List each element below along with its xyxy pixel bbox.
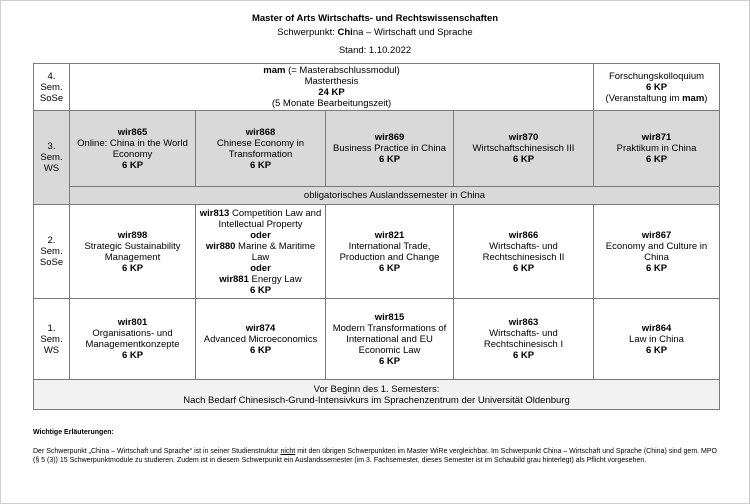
- row-abroad: [34, 187, 720, 205]
- module-cell: wir868 Chinese Economy in Transformation 6 KP: [196, 111, 326, 187]
- module-cell: wir865 Online: China in the World Economy 6 KP: [70, 111, 196, 187]
- module-cell: wir874 Advanced Microeconomics 6 KP: [196, 299, 326, 380]
- masterthesis-cell: mam (= Masterabschlussmodul) Masterthesis 24 KP (5 Monate Bearbeitungszeit): [70, 64, 594, 111]
- module-kp: 6 KP: [645, 81, 668, 93]
- row-semester-4: [34, 64, 720, 111]
- row-semester-1: [34, 299, 720, 380]
- focus-prefix: Schwerpunkt:: [277, 27, 338, 38]
- notes-section: [33, 428, 723, 466]
- module-cell: wir870 Wirtschaftschinesisch III 6 KP: [454, 111, 594, 187]
- focus-line: [0, 27, 750, 38]
- module-cell: wir898 Strategic Sustainability Management 6 KP: [70, 205, 196, 299]
- module-code: mam: [263, 65, 286, 76]
- auslandssemester-cell: obligatorisches Auslandssemester in China: [70, 187, 720, 205]
- semester-label: 4. Sem. SoSe: [34, 64, 70, 111]
- thesis-duration: (5 Monate Bearbeitungszeit): [271, 98, 392, 109]
- row-semester-3: [34, 111, 720, 187]
- module-cell: wir867 Economy and Culture in China 6 KP: [594, 205, 720, 299]
- module-kp: 24 KP: [318, 87, 345, 98]
- language-course-cell: Vor Beginn des 1. Semesters: Nach Bedarf Chinesisch-Grund-Intensivkurs im Sprachenzentrum der Universität Oldenburg: [34, 380, 720, 410]
- focus-rest: na – Wirtschaft und Sprache: [352, 27, 473, 38]
- focus-bold: Chi: [337, 27, 353, 38]
- module-cell: wir801 Organisations- und Managementkonzepte 6 KP: [70, 299, 196, 380]
- semester-label: 3. Sem. WS: [34, 111, 70, 205]
- notes-title: Wichtige Erläuterungen:: [33, 429, 114, 436]
- module-cell: wir864 Law in China 6 KP: [594, 299, 720, 380]
- module-cell: wir863 Wirtschafts- und Rechtschinesisch I 6 KP: [454, 299, 594, 380]
- module-cell: wir821 International Trade, Production and Change 6 KP: [326, 205, 454, 299]
- study-plan-table: [33, 63, 720, 410]
- kolloquium-cell: Forschungskolloquium 6 KP (Veranstaltung im mam): [594, 64, 720, 111]
- module-title: Masterthesis: [304, 76, 359, 87]
- module-title: Forschungskolloquium: [608, 70, 705, 82]
- semester-label: 2. Sem. SoSe: [34, 205, 70, 299]
- row-semester-2: [34, 205, 720, 299]
- status-date: Stand: 1.10.2022: [338, 45, 412, 56]
- module-cell: wir871 Praktikum in China 6 KP: [594, 111, 720, 187]
- document-title: Master of Arts Wirtschafts- und Rechtswissenschaften: [251, 13, 499, 24]
- module-cell: wir866 Wirtschafts- und Rechtschinesisch II 6 KP: [454, 205, 594, 299]
- module-choice-cell: wir813 Competition Law and Intellectual Property oder wir880 Marine & Maritime Law oder wir881 Energy Law 6 KP: [196, 205, 326, 299]
- module-cell: wir815 Modern Transformations of International and EU Economic Law 6 KP: [326, 299, 454, 380]
- semester-label: 1. Sem. WS: [34, 299, 70, 380]
- module-cell: wir869 Business Practice in China 6 KP: [326, 111, 454, 187]
- row-pre-semester: [34, 380, 720, 410]
- notes-text: Der Schwerpunkt „China – Wirtschaft und Sprache“ ist in seiner Studienstruktur nicht mit den übrigen Schwerpunkten im Master WiRe vergleichbar. Im Schwerpunkt China – Wirtschaft und Sprache (China) sind gem. MPO (§ 5 (3)) 15 Schwerpunktmodule zu studieren. Zudem ist in diesem Schwerpunkt ein Auslandssemester (im 3. Fachsemester, dieses Semester ist im Schaubild grau hinterlegt) als Pflicht vorgesehen.: [33, 447, 717, 464]
